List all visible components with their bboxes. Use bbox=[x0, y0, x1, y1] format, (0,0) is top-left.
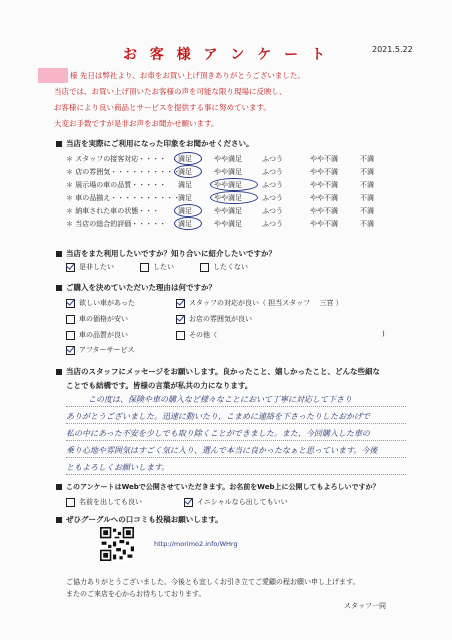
q1-rating-option[interactable]: 満足 bbox=[178, 220, 192, 228]
q1-title: 当店を実際にご利用になった印象をお聞かせください。 bbox=[56, 138, 254, 149]
q3-title: ご購入を決めていただいた理由は何ですか？ bbox=[56, 282, 216, 293]
q1-rating-option[interactable]: やや不満 bbox=[310, 181, 338, 189]
q3-option[interactable]: スタッフの対応が良い（ 担当スタッフ 三宮 ） bbox=[176, 298, 343, 308]
q1-rating-option[interactable]: やや不満 bbox=[310, 168, 338, 176]
redacted-name bbox=[38, 68, 68, 83]
q1-rating-option[interactable]: ふつう bbox=[262, 220, 283, 228]
q4-title: 当店のスタッフにメッセージをお願いします。良かったこと、嬉しかったこと、どんな些細な bbox=[56, 366, 380, 377]
q1-item-label: ＊ 車の品揃え・・・・・・・・・・ bbox=[66, 194, 181, 202]
q1-rating-option[interactable]: やや満足 bbox=[214, 194, 242, 202]
q1-rating-option[interactable]: 不満 bbox=[360, 155, 374, 163]
footer-signature: スタッフ一同 bbox=[344, 602, 386, 610]
q1-rating-option[interactable]: やや満足 bbox=[214, 220, 242, 228]
q2-title: 当店をまた利用したいですか？知り合いに紹介したいですか？ bbox=[56, 248, 276, 259]
review-url-link[interactable]: http://morimo2.info/WHrg bbox=[154, 540, 238, 548]
q1-rating-option[interactable]: 不満 bbox=[360, 181, 374, 189]
q2-option[interactable]: したくない bbox=[200, 262, 248, 272]
message-line: この度は、保険や車の購入など様々なことにおいて丁寧に対応して下さり bbox=[88, 395, 352, 404]
q1-rating-option[interactable]: ふつう bbox=[262, 207, 283, 215]
q1-item-label: ＊ 展示場の車の品質・・・・・ bbox=[66, 181, 167, 189]
footer-visit: またのご来店を心からお待ちしております。 bbox=[66, 590, 206, 598]
q1-rating-option[interactable]: ふつう bbox=[262, 194, 283, 202]
qr-code-icon bbox=[100, 527, 134, 561]
greeting-line: 大変お手数ですが是非お声をお聞かせ願います。 bbox=[54, 119, 219, 128]
footer-thanks: ご協力ありがとうございました。今後とも宜しくお引き立てご愛顧の程お願い申し上げます。 bbox=[66, 578, 360, 586]
q1-rating-option[interactable]: 満足 bbox=[178, 207, 192, 215]
q3-option[interactable]: お店の雰囲気が良い bbox=[176, 314, 252, 324]
q1-rating-option[interactable]: やや不満 bbox=[310, 220, 338, 228]
q1-rating-option[interactable]: 不満 bbox=[360, 220, 374, 228]
selected-rating-circle bbox=[174, 204, 202, 217]
q1-rating-option[interactable]: 満足 bbox=[178, 168, 192, 176]
q2-option[interactable]: したい bbox=[140, 262, 174, 272]
selected-rating-circle bbox=[174, 165, 202, 178]
greeting-line: 様 先日は弊社より、お車をお買い上げ頂きありがとうございました。 bbox=[70, 71, 305, 80]
q1-rating-option[interactable]: ふつう bbox=[262, 155, 283, 163]
q1-item-label: ＊ スタッフの接客対応・・・・ bbox=[66, 155, 167, 163]
q5-option[interactable]: イニシャルなら出してもいい bbox=[184, 497, 288, 507]
q1-item-label: ＊ 店の雰囲気・・・・・・・・・・ bbox=[66, 168, 181, 176]
selected-rating-circle bbox=[210, 191, 258, 204]
q3-option[interactable]: アフターサービス bbox=[66, 345, 135, 355]
message-line: 私の中にあった不安を少しでも取り除くことができました。また、今回購入した車の bbox=[66, 429, 370, 438]
selected-rating-circle bbox=[210, 178, 258, 191]
q1-rating-option[interactable]: やや満足 bbox=[214, 168, 242, 176]
q4-title: ことでも結構です。皆様の言葉が私共の力になります。 bbox=[66, 381, 253, 390]
q1-rating-option[interactable]: やや満足 bbox=[214, 181, 242, 189]
q1-rating-option[interactable]: やや不満 bbox=[310, 155, 338, 163]
q1-rating-option[interactable]: 不満 bbox=[360, 168, 374, 176]
q1-rating-option[interactable]: やや満足 bbox=[214, 207, 242, 215]
greeting-line: 当店では、お買い上げ頂いたお客様の声を可能な限り現場に反映し、 bbox=[54, 87, 287, 96]
q1-rating-option[interactable]: ふつう bbox=[262, 168, 283, 176]
message-line: 乗り心地や雰囲気はすごく気に入り、選んで本当に良かったなぁと思っています。今後 bbox=[66, 446, 378, 455]
greeting-line: お客様により良い商品とサービスを提供する事に努めています。 bbox=[54, 103, 271, 112]
q1-item-label: ＊ 納車された車の状態・・・ bbox=[66, 207, 160, 215]
q1-rating-option[interactable]: ふつう bbox=[262, 181, 283, 189]
q1-item-label: ＊ 当店の総合的評価・・・・・ bbox=[66, 220, 167, 228]
q1-rating-option[interactable]: 満足 bbox=[178, 155, 192, 163]
survey-title: お 客 様 ア ン ケ ー ト bbox=[122, 47, 330, 63]
q5-option[interactable]: 名前を出しても良い bbox=[66, 497, 142, 507]
q1-rating-option[interactable]: 不満 bbox=[360, 207, 374, 215]
q5-title: このアンケートはWebで公開させていただきます。お名前をWeb上に公開してもよろしいですか？ bbox=[56, 482, 379, 492]
q1-rating-option[interactable]: 満足 bbox=[178, 181, 192, 189]
q1-rating-option[interactable]: 不満 bbox=[360, 194, 374, 202]
q2-option[interactable]: 是非したい bbox=[66, 262, 114, 272]
q3-option[interactable]: 欲しい車があった bbox=[66, 298, 135, 308]
q6-title: ぜひグーグルへの口コミも投稿お願いします。 bbox=[56, 514, 223, 525]
q3-option[interactable]: 車の品質が良い bbox=[66, 330, 128, 340]
selected-rating-circle bbox=[174, 152, 202, 165]
survey-date: 2021.5.22 bbox=[372, 45, 413, 54]
q1-rating-option[interactable]: やや不満 bbox=[310, 207, 338, 215]
selected-rating-circle bbox=[174, 217, 202, 230]
q3-close-paren: ) bbox=[382, 330, 385, 338]
q3-option[interactable]: その他（ bbox=[176, 330, 217, 340]
message-line: ともよろしくお願いします。 bbox=[66, 463, 170, 472]
q1-rating-option[interactable]: 満足 bbox=[178, 194, 192, 202]
q1-rating-option[interactable]: やや不満 bbox=[310, 194, 338, 202]
q1-rating-option[interactable]: やや満足 bbox=[214, 155, 242, 163]
q3-option[interactable]: 車の価格が安い bbox=[66, 314, 128, 324]
message-line: ありがとうございました。迅速に動いたり、こまめに連絡を下さったりしたおかげで bbox=[66, 412, 370, 421]
